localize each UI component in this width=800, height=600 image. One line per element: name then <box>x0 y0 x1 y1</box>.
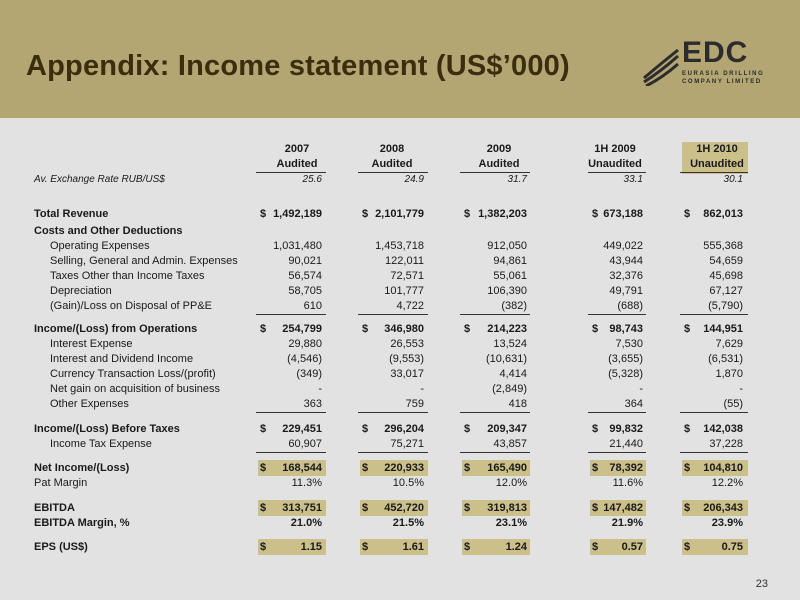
subtotal-underline <box>256 452 326 453</box>
currency-symbol: $ <box>592 502 599 514</box>
subtotal-underline <box>256 314 326 315</box>
table-cell: 449,022 <box>603 240 643 252</box>
table-cell: 21,440 <box>609 438 643 450</box>
subtotal-underline <box>460 452 530 453</box>
logo-swoosh-icon <box>640 46 680 86</box>
row-label: Interest and Dividend Income <box>50 353 194 365</box>
table-cell: 7,530 <box>615 338 643 350</box>
table-cell: - <box>318 383 322 395</box>
table-row <box>0 367 800 382</box>
table-cell: 610 <box>303 300 322 312</box>
column-status: Unaudited <box>588 158 642 170</box>
row-label: Other Expenses <box>50 398 129 410</box>
subtotal-underline <box>680 452 748 453</box>
table-cell: 313,751 <box>282 502 322 514</box>
subtotal-underline <box>358 452 428 453</box>
table-cell: 254,799 <box>282 323 322 335</box>
column-year: 1H 2009 <box>594 143 636 155</box>
currency-symbol: $ <box>464 323 471 335</box>
row-label: Income/(Loss) Before Taxes <box>34 423 180 435</box>
table-cell: 673,188 <box>603 208 643 220</box>
table-cell: 106,390 <box>487 285 527 297</box>
table-cell: 45,698 <box>709 270 743 282</box>
table-cell: (5,328) <box>608 368 643 380</box>
table-cell: (9,553) <box>389 353 424 365</box>
currency-symbol: $ <box>464 423 471 435</box>
table-cell: 418 <box>508 398 527 410</box>
table-row <box>0 239 800 254</box>
table-cell: 4,722 <box>396 300 424 312</box>
currency-symbol: $ <box>684 423 691 435</box>
table-cell: 24.9 <box>404 174 424 185</box>
table-cell: 1,492,189 <box>273 208 322 220</box>
table-row <box>0 337 800 352</box>
table-cell: 209,347 <box>487 423 527 435</box>
table-cell: (10,631) <box>486 353 527 365</box>
table-cell: 13,524 <box>493 338 527 350</box>
table-cell: 58,705 <box>288 285 322 297</box>
subtotal-underline <box>358 314 428 315</box>
currency-symbol: $ <box>684 462 691 474</box>
table-row <box>0 382 800 397</box>
table-cell: (4,546) <box>287 353 322 365</box>
table-row <box>0 516 800 531</box>
table-cell: 555,368 <box>703 240 743 252</box>
table-row <box>0 461 800 476</box>
table-cell: 147,482 <box>603 502 643 514</box>
table-cell: 452,720 <box>384 502 424 514</box>
table-cell: 33,017 <box>390 368 424 380</box>
table-cell: 31.7 <box>507 174 527 185</box>
column-status: Unaudited <box>690 158 744 170</box>
table-row <box>0 422 800 437</box>
table-cell: 1.24 <box>505 541 527 553</box>
currency-symbol: $ <box>464 502 471 514</box>
column-year: 2009 <box>486 143 512 155</box>
table-cell: 364 <box>624 398 643 410</box>
table-cell: 56,574 <box>288 270 322 282</box>
table-cell: (55) <box>723 398 743 410</box>
currency-symbol: $ <box>684 323 691 335</box>
table-cell: 7,629 <box>715 338 743 350</box>
subtotal-underline <box>588 412 646 413</box>
table-cell: 49,791 <box>609 285 643 297</box>
header-band <box>0 0 800 118</box>
table-cell: 0.57 <box>621 541 643 553</box>
table-row <box>0 173 800 188</box>
table-row <box>0 322 800 337</box>
subtotal-underline <box>588 314 646 315</box>
table-cell: 1,453,718 <box>375 240 424 252</box>
row-label: Currency Transaction Loss/(profit) <box>50 368 216 380</box>
table-cell: 33.1 <box>623 174 643 185</box>
table-cell: 144,951 <box>703 323 743 335</box>
table-cell: 25.6 <box>302 174 322 185</box>
table-cell: (2,849) <box>492 383 527 395</box>
row-label: Net Income/(Loss) <box>34 462 130 474</box>
row-label: Interest Expense <box>50 338 133 350</box>
table-cell: 1.61 <box>402 541 424 553</box>
currency-symbol: $ <box>260 462 267 474</box>
table-cell: 122,011 <box>385 255 424 267</box>
table-cell: 1,870 <box>715 368 743 380</box>
subtotal-underline <box>680 314 748 315</box>
currency-symbol: $ <box>362 541 369 553</box>
table-cell: 99,832 <box>609 423 643 435</box>
currency-symbol: $ <box>464 208 471 220</box>
currency-symbol: $ <box>592 323 599 335</box>
table-cell: 32,376 <box>609 270 643 282</box>
table-row <box>0 224 800 239</box>
row-label: (Gain)/Loss on Disposal of PP&E <box>50 300 213 312</box>
table-cell: (5,790) <box>708 300 743 312</box>
table-cell: 12.2% <box>711 477 743 489</box>
table-row <box>0 207 800 222</box>
currency-symbol: $ <box>260 423 267 435</box>
currency-symbol: $ <box>684 208 691 220</box>
row-label: EBITDA <box>34 502 75 514</box>
table-cell: 363 <box>303 398 322 410</box>
table-cell: 98,743 <box>609 323 643 335</box>
table-cell: - <box>420 383 424 395</box>
currency-symbol: $ <box>464 462 471 474</box>
table-cell: (349) <box>296 368 322 380</box>
table-cell: 346,980 <box>384 323 424 335</box>
table-cell: (688) <box>617 300 643 312</box>
table-cell: 1.15 <box>300 541 322 553</box>
table-cell: 21.5% <box>392 517 424 529</box>
table-cell: 55,061 <box>493 270 527 282</box>
table-cell: 21.9% <box>611 517 643 529</box>
table-cell: 54,659 <box>709 255 743 267</box>
subtotal-underline <box>680 412 748 413</box>
table-row <box>0 284 800 299</box>
table-cell: 21.0% <box>290 517 322 529</box>
currency-symbol: $ <box>362 502 369 514</box>
currency-symbol: $ <box>260 323 267 335</box>
currency-symbol: $ <box>592 208 599 220</box>
page-number: 23 <box>755 578 768 590</box>
table-cell: 4,414 <box>499 368 527 380</box>
table-cell: 220,933 <box>384 462 424 474</box>
table-cell: 214,223 <box>487 323 527 335</box>
currency-symbol: $ <box>362 208 369 220</box>
table-cell: 319,813 <box>487 502 527 514</box>
table-cell: 0.75 <box>721 541 743 553</box>
logo-line1: EURASIA DRILLING <box>682 71 765 77</box>
column-year: 2008 <box>379 143 405 155</box>
table-cell: 72,571 <box>390 270 424 282</box>
subtotal-underline <box>460 412 530 413</box>
table-cell: 12.0% <box>495 477 527 489</box>
table-cell: 30.1 <box>723 174 743 185</box>
currency-symbol: $ <box>684 541 691 553</box>
table-cell: 296,204 <box>384 423 424 435</box>
table-cell: 90,021 <box>288 255 322 267</box>
table-row <box>0 269 800 284</box>
row-label: Selling, General and Admin. Expenses <box>50 255 238 267</box>
table-cell: (6,531) <box>708 353 743 365</box>
row-label: Pat Margin <box>34 477 88 489</box>
currency-symbol: $ <box>260 208 267 220</box>
row-label: Net gain on acquisition of business <box>50 383 220 395</box>
row-label: Operating Expenses <box>50 240 150 252</box>
page-title: Appendix: Income statement (US$’000) <box>26 50 570 82</box>
logo-name: EDC <box>682 36 749 69</box>
table-cell: 67,127 <box>709 285 743 297</box>
table-cell: 10.5% <box>392 477 424 489</box>
row-label: Total Revenue <box>34 208 109 220</box>
table-cell: 23.9% <box>711 517 743 529</box>
table-cell: 142,038 <box>703 423 743 435</box>
table-cell: 759 <box>405 398 424 410</box>
table-cell: 11.3% <box>291 477 322 489</box>
subtotal-underline <box>460 314 530 315</box>
currency-symbol: $ <box>260 541 267 553</box>
currency-symbol: $ <box>592 423 599 435</box>
row-label: Depreciation <box>50 285 112 297</box>
table-cell: 60,907 <box>288 438 322 450</box>
column-status: Audited <box>276 158 318 170</box>
currency-symbol: $ <box>362 323 369 335</box>
subtotal-underline <box>358 412 428 413</box>
table-cell: 43,944 <box>609 255 643 267</box>
currency-symbol: $ <box>592 462 599 474</box>
currency-symbol: $ <box>260 502 267 514</box>
row-label: Income Tax Expense <box>50 438 152 450</box>
column-year: 2007 <box>284 143 310 155</box>
table-cell: 104,810 <box>703 462 743 474</box>
column-year: 1H 2010 <box>696 143 738 155</box>
subtotal-underline <box>256 412 326 413</box>
table-row <box>0 299 800 314</box>
table-row <box>0 540 800 555</box>
table-cell: (382) <box>501 300 527 312</box>
table-cell: - <box>739 383 743 395</box>
table-cell: 229,451 <box>282 423 322 435</box>
row-label: Taxes Other than Income Taxes <box>50 270 205 282</box>
row-label: EBITDA Margin, % <box>34 517 130 529</box>
column-status: Audited <box>371 158 413 170</box>
table-cell: 94,861 <box>493 255 527 267</box>
row-label: EPS (US$) <box>34 541 88 553</box>
table-cell: 206,343 <box>703 502 743 514</box>
table-cell: 26,553 <box>390 338 424 350</box>
table-cell: 75,271 <box>390 438 424 450</box>
income-statement-table <box>0 118 800 600</box>
table-row <box>0 397 800 412</box>
currency-symbol: $ <box>362 423 369 435</box>
table-cell: 101,777 <box>384 285 424 297</box>
table-cell: 2,101,779 <box>375 208 424 220</box>
table-cell: 168,544 <box>282 462 322 474</box>
table-row <box>0 437 800 452</box>
table-cell: (3,655) <box>608 353 643 365</box>
table-cell: 165,490 <box>487 462 527 474</box>
company-logo <box>640 36 790 98</box>
currency-symbol: $ <box>684 502 691 514</box>
table-cell: 912,050 <box>487 240 527 252</box>
table-row <box>0 352 800 367</box>
currency-symbol: $ <box>362 462 369 474</box>
table-cell: 29,880 <box>288 338 322 350</box>
table-cell: 23.1% <box>495 517 527 529</box>
currency-symbol: $ <box>592 541 599 553</box>
table-row <box>0 476 800 491</box>
logo-line2: COMPANY LIMITED <box>682 79 762 85</box>
table-cell: 862,013 <box>703 208 743 220</box>
row-label: Costs and Other Deductions <box>34 225 183 237</box>
row-label: Av. Exchange Rate RUB/US$ <box>34 174 165 185</box>
table-row <box>0 501 800 516</box>
currency-symbol: $ <box>464 541 471 553</box>
row-label: Income/(Loss) from Operations <box>34 323 198 335</box>
table-cell: - <box>639 383 643 395</box>
table-cell: 1,382,203 <box>478 208 527 220</box>
column-status: Audited <box>478 158 520 170</box>
table-cell: 78,392 <box>609 462 643 474</box>
table-cell: 43,857 <box>493 438 527 450</box>
subtotal-underline <box>588 452 646 453</box>
table-cell: 37,228 <box>709 438 743 450</box>
table-cell: 11.6% <box>612 477 643 489</box>
table-row <box>0 254 800 269</box>
table-cell: 1,031,480 <box>273 240 322 252</box>
